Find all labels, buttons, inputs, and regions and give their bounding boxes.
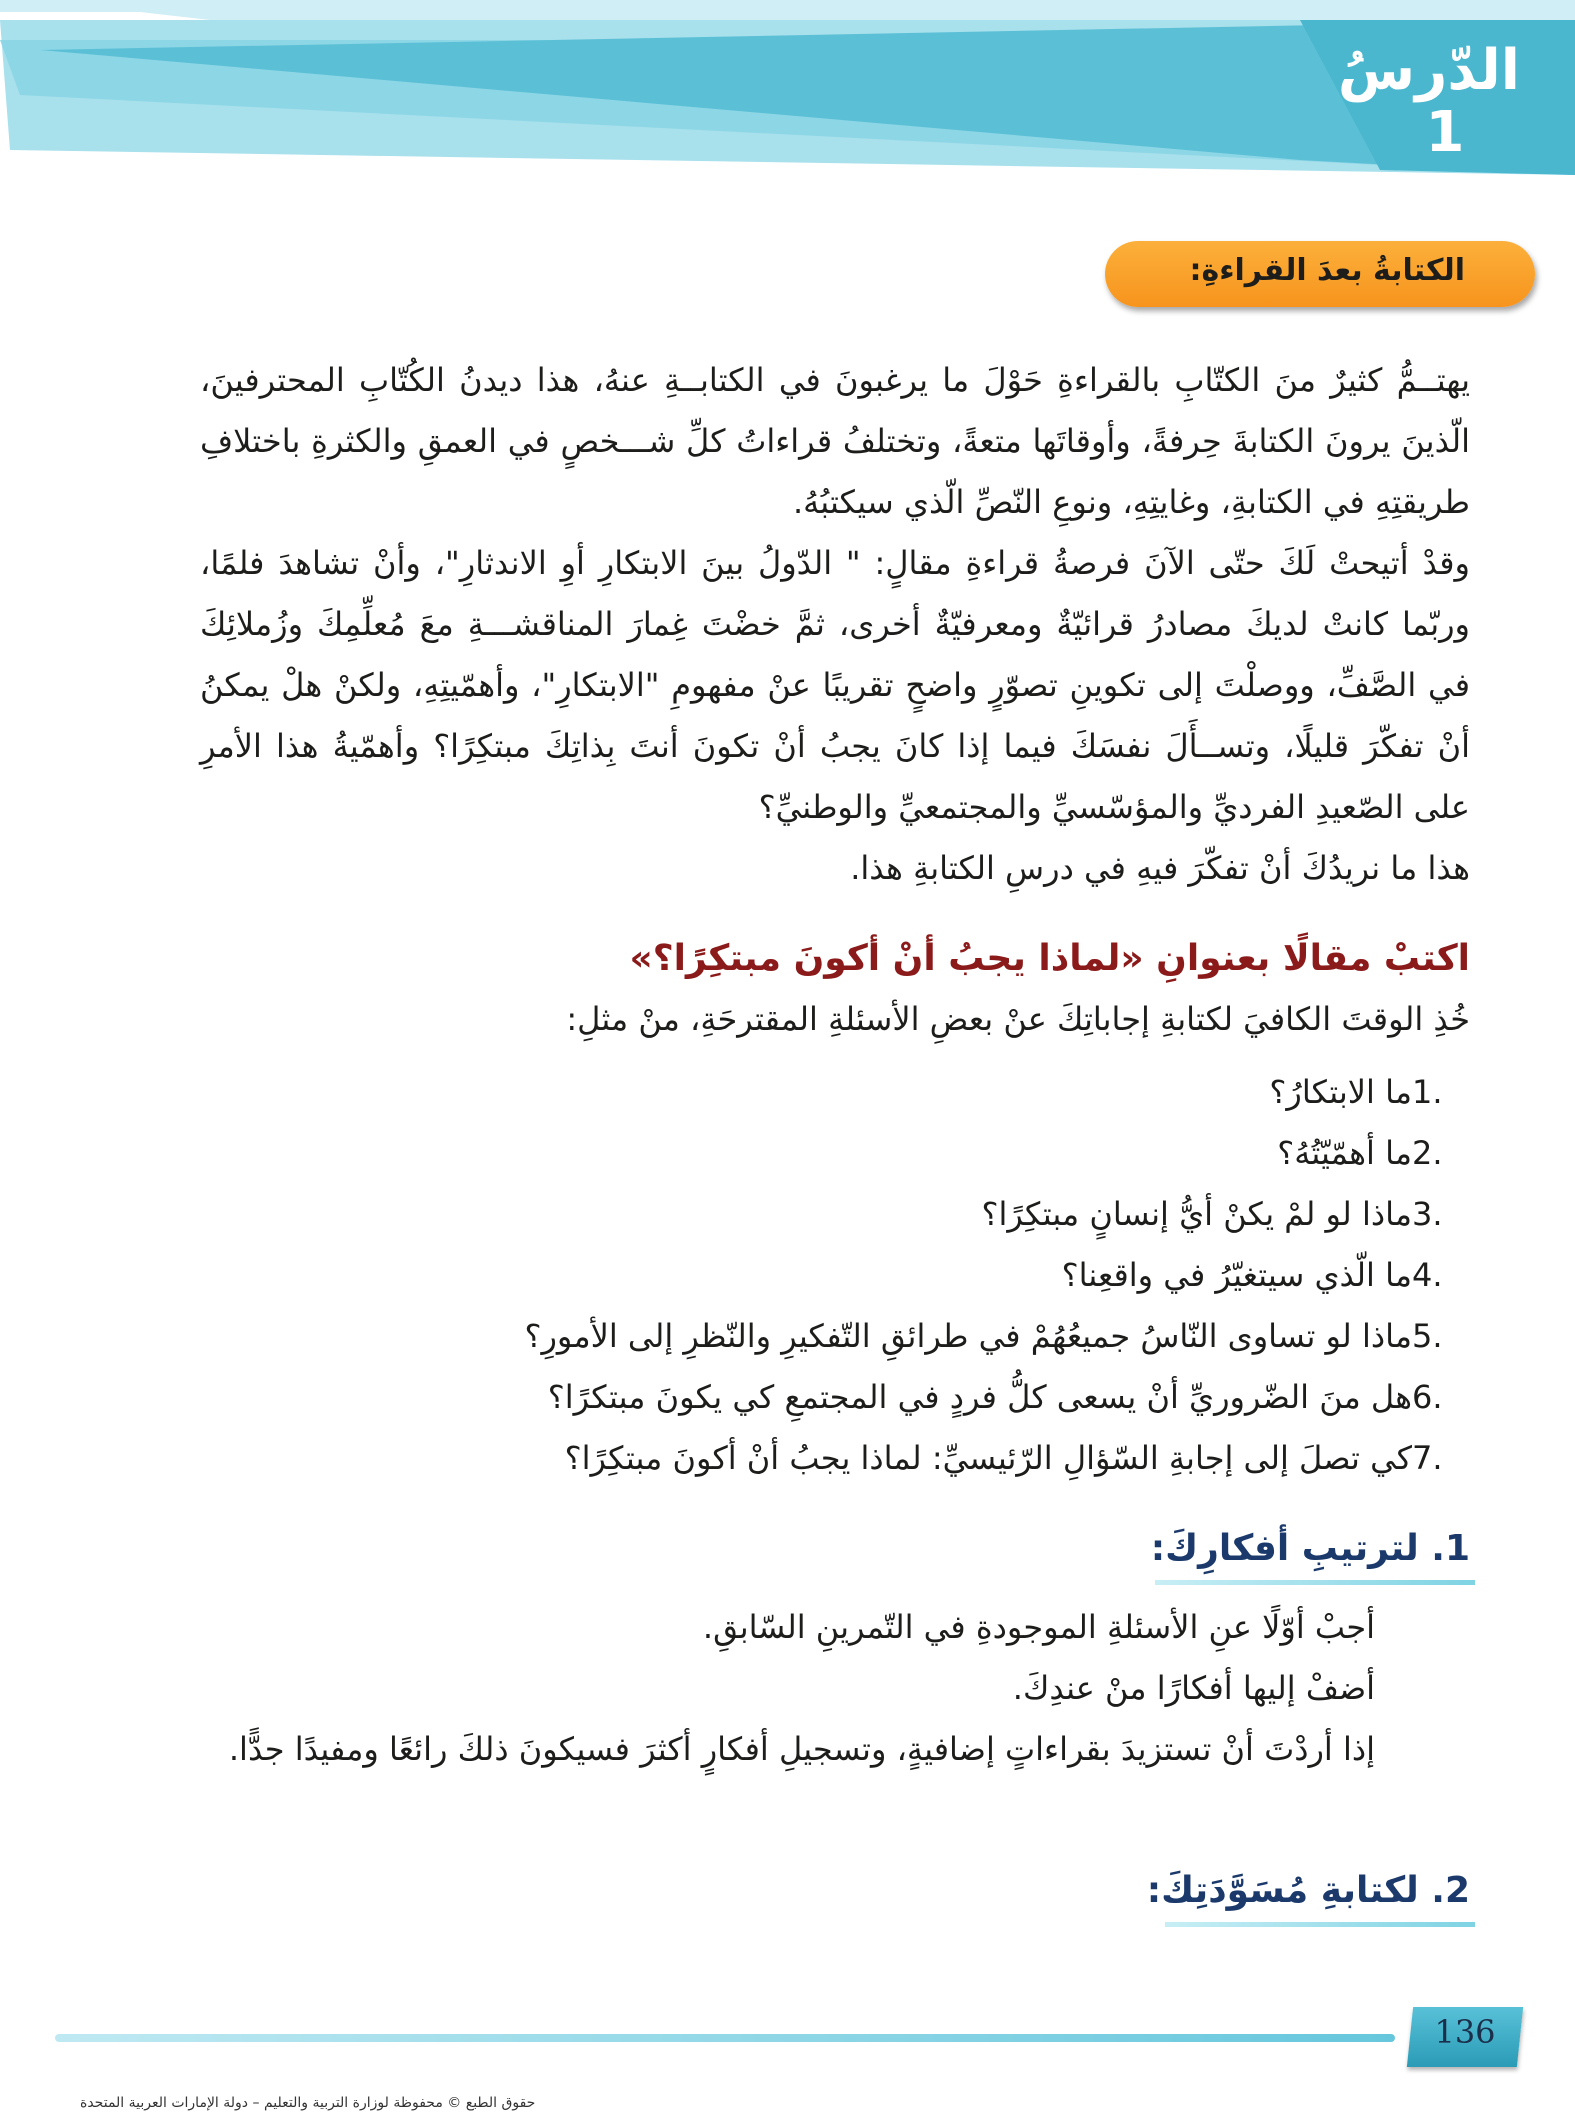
intro-paragraph-1: يهتــمُّ كثيرٌ منَ الكتّابِ بالقراءةِ حَوْلَ ما يرغبونَ في الكتابــةِ عنهُ، هذا ديدنُ الكُتّابِ المحترفينَ، الّذينَ يرونَ الكتابةَ حِرفةً، وأوقاتَها متعةً، وتختلفُ قراءاتُ كلِّ شـــخصٍ في العمقِ والكثرةِ باختلافِ طريقتِهِ في الكتابةِ، وغايتِهِ، ونوعِ النّصِّ الّذي سيكتبُهُ. (200, 361, 1470, 521)
question-number: .1 (1412, 1073, 1443, 1111)
question-text: كي تصلَ إلى إجابةِ السّؤالِ الرّئيسيِّ: لماذا يجبُ أنْ أكونَ مبتكِرًا؟ (564, 1439, 1412, 1477)
question-text: ما الابتكارُ؟ (1269, 1073, 1412, 1111)
section-pill (1105, 241, 1535, 307)
question-number: .7 (1412, 1439, 1443, 1477)
question-number: .5 (1412, 1317, 1443, 1355)
question-number: .6 (1412, 1378, 1443, 1416)
question-text: ماذا لو تساوى النّاسُ جميعُهُمْ في طرائقِ التّفكيرِ والنّظرِ إلى الأمورِ؟ (524, 1317, 1412, 1355)
lesson-number: 1 (1425, 100, 1465, 165)
question-number: .3 (1412, 1195, 1443, 1233)
footer-bar (55, 2034, 1395, 2042)
lesson-label: الدّرسُ (1337, 38, 1520, 103)
list-item (200, 1184, 1470, 1245)
lesson-title (1337, 38, 1520, 165)
step1-line-1: أجبْ أوّلًا عنِ الأسئلةِ الموجودةِ في التّمرينِ السّابقِ. (702, 1608, 1375, 1646)
intro-paragraph-3: هذا ما نريدُكَ أنْ تفكّرَ فيهِ في درسِ الكتابةِ هذا. (850, 849, 1470, 887)
question-text: هل منَ الضّروريِّ أنْ يسعى كلُّ فردٍ في المجتمعِ كي يكونَ مبتكرًا؟ (547, 1378, 1412, 1416)
page-number: 136 (1434, 2013, 1496, 2051)
intro-text (200, 350, 1470, 899)
question-text: ما أهمّيّتُهُ؟ (1277, 1134, 1412, 1172)
list-item (200, 1367, 1470, 1428)
question-number: .2 (1412, 1134, 1443, 1172)
assignment-heading: اكتبْ مقالًا بعنوانِ «لماذا يجبُ أنْ أكونَ مبتكِرًا؟» (629, 938, 1470, 979)
list-item (200, 1245, 1470, 1306)
assignment-instruction: خُذِ الوقتَ الكافيَ لكتابةِ إجاباتِكَ عنْ بعضِ الأسئلةِ المقترحَةِ، منْ مثلِ: (566, 1000, 1470, 1038)
list-item (200, 1428, 1470, 1489)
list-item (200, 1062, 1470, 1123)
step1-heading: 1. لترتيبِ أفكارِكَ: (1150, 1528, 1470, 1569)
question-list (200, 1062, 1470, 1489)
step1-line-3: إذا أردْتَ أنْ تستزيدَ بقراءاتٍ إضافيةٍ، وتسجيلِ أفكارٍ أكثرَ فسيكونَ ذلكَ رائعًا ومفيدًا جدًّا. (228, 1730, 1375, 1768)
question-text: ماذا لو لمْ يكنْ أيُّ إنسانٍ مبتكِرًا؟ (981, 1195, 1412, 1233)
step2-underline (1165, 1922, 1475, 1927)
question-text: ما الّذي سيتغيّرُ في واقعِنا؟ (1061, 1256, 1412, 1294)
question-number: .4 (1412, 1256, 1443, 1294)
step1-body (195, 1597, 1375, 1780)
step1-line-2: أضفْ إليها أفكارًا منْ عندِكَ. (1012, 1669, 1375, 1707)
intro-paragraph-2: وقدْ أتيحتْ لَكَ حتّى الآنَ فرصةُ قراءةِ مقالٍ: " الدّولُ بينَ الابتكارِ أوِ الاندثارِ"، وأنْ تشاهدَ فلمًا، وربّما كانتْ لديكَ مصادرُ قرائيّةٌ ومعرفيّةٌ أخرى، ثمَّ خضْتَ غِمارَ المناقشـــةِ معَ مُعلِّمِكَ وزُملائِكَ في الصَّفِّ، ووصلْتَ إلى تكوينِ تصوّرٍ واضحٍ تقريبًا عنْ مفهومِ "الابتكارِ"، وأهمّيتِهِ، ولكنْ هلْ يمكنُ أنْ تفكّرَ قليلًا، وتســأَلَ نفسَكَ فيما إذا كانَ يجبُ أنْ تكونَ أنتَ بِذاتِكَ مبتكِرًا؟ وأهمّيةُ هذا الأمرِ على الصّعيدِ الفرديِّ والمؤسّسيِّ والمجتمعيِّ والوطنيِّ؟ (200, 544, 1470, 826)
step2-heading: 2. لكتابةِ مُسَوَّدَتِكَ: (1146, 1870, 1470, 1911)
section-label: الكتابةُ بعدَ القراءةِ: (1189, 253, 1465, 288)
list-item (200, 1306, 1470, 1367)
step1-underline (1155, 1580, 1475, 1585)
list-item (200, 1123, 1470, 1184)
copyright-notice: حقوق الطبع © محفوظة لوزارة التربية والتعليم – دولة الإمارات العربية المتحدة (80, 2095, 536, 2111)
